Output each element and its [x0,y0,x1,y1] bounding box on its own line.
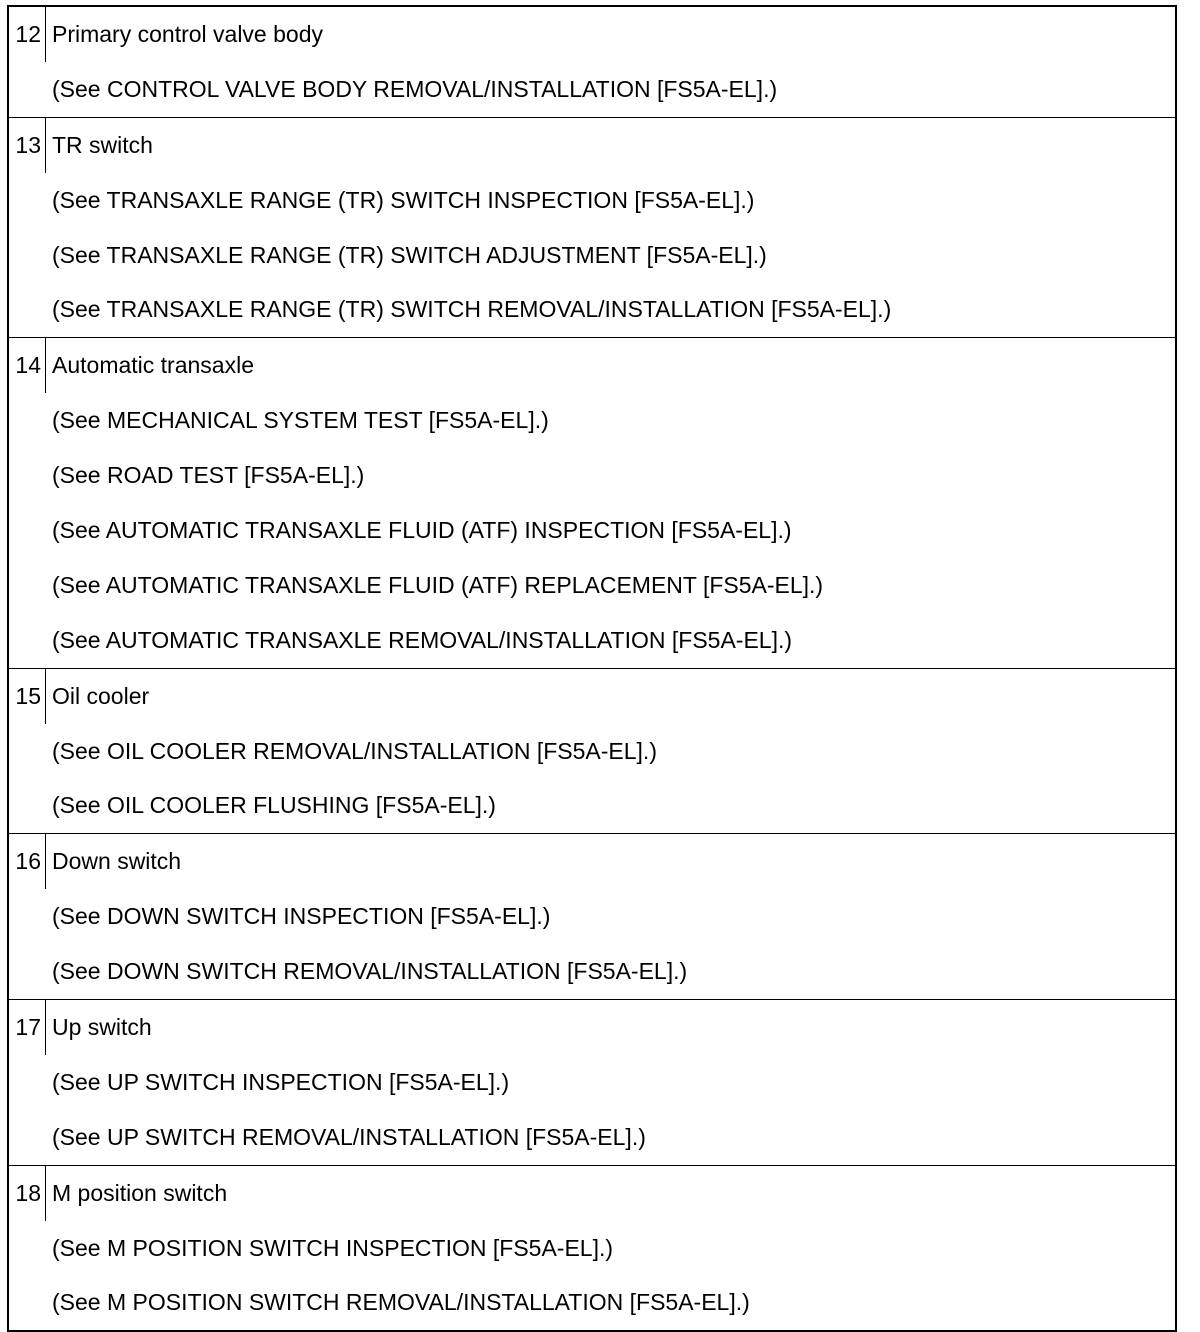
reference-link[interactable]: (See M POSITION SWITCH REMOVAL/INSTALLATION [FS5A-EL].) [52,1289,750,1316]
reference-link[interactable]: (See UP SWITCH INSPECTION [FS5A-EL].) [52,1068,510,1095]
item-number: 12 [9,7,46,62]
item-cell [46,683,1175,834]
item-cell [46,352,1175,667]
reference-link[interactable]: (See TRANSAXLE RANGE (TR) SWITCH REMOVAL/INSTALLATION [FS5A-EL].) [52,296,892,323]
table-row [9,1165,1175,1331]
reference-link[interactable]: (See TRANSAXLE RANGE (TR) SWITCH ADJUSTMENT [FS5A-EL].) [52,241,767,268]
reference-link[interactable]: (See OIL COOLER REMOVAL/INSTALLATION [FS5A-EL].) [52,737,657,764]
item-title: Primary control valve body [52,21,323,47]
table-row [9,999,1175,1165]
component-reference-table [7,5,1177,1332]
item-title: TR switch [52,131,153,158]
reference-link[interactable]: (See OIL COOLER FLUSHING [FS5A-EL].) [52,792,496,819]
reference-link[interactable]: (See AUTOMATIC TRANSAXLE REMOVAL/INSTALLATION [FS5A-EL].) [52,626,793,653]
reference-link[interactable]: (See DOWN SWITCH REMOVAL/INSTALLATION [FS5A-EL].) [52,958,688,985]
reference-link[interactable]: (See TRANSAXLE RANGE (TR) SWITCH INSPECTION [FS5A-EL].) [52,186,755,213]
reference-link[interactable]: (See AUTOMATIC TRANSAXLE FLUID (ATF) REPLACEMENT [FS5A-EL].) [52,571,824,598]
item-cell [46,21,1175,117]
item-title: Up switch [52,1014,152,1041]
table-row [9,337,1175,667]
reference-link[interactable]: (See DOWN SWITCH INSPECTION [FS5A-EL].) [52,903,551,930]
reference-link[interactable]: (See MECHANICAL SYSTEM TEST [FS5A-EL].) [52,407,549,434]
item-cell [46,1180,1175,1331]
table-row [9,668,1175,834]
item-cell [46,848,1175,999]
item-number: 18 [9,1166,46,1221]
reference-link[interactable]: (See UP SWITCH REMOVAL/INSTALLATION [FS5A-EL].) [52,1123,646,1150]
table-row [9,117,1175,338]
reference-link[interactable]: (See AUTOMATIC TRANSAXLE FLUID (ATF) INSPECTION [FS5A-EL].) [52,517,792,544]
item-number: 15 [9,669,46,724]
item-number: 14 [9,338,46,393]
reference-link[interactable]: (See ROAD TEST [FS5A-EL].) [52,462,365,489]
item-number: 17 [9,1000,46,1055]
item-title: M position switch [52,1179,228,1206]
item-title: Automatic transaxle [52,352,254,379]
item-cell [46,1014,1175,1165]
item-number: 13 [9,118,46,173]
reference-link[interactable]: (See M POSITION SWITCH INSPECTION [FS5A-EL].) [52,1234,614,1261]
item-number: 16 [9,834,46,889]
item-title: Oil cooler [52,682,150,709]
table-row [9,833,1175,999]
item-cell [46,132,1175,338]
table-row [9,7,1175,117]
reference-link[interactable]: (See CONTROL VALVE BODY REMOVAL/INSTALLATION [FS5A-EL].) [52,75,778,102]
item-title: Down switch [52,848,182,875]
